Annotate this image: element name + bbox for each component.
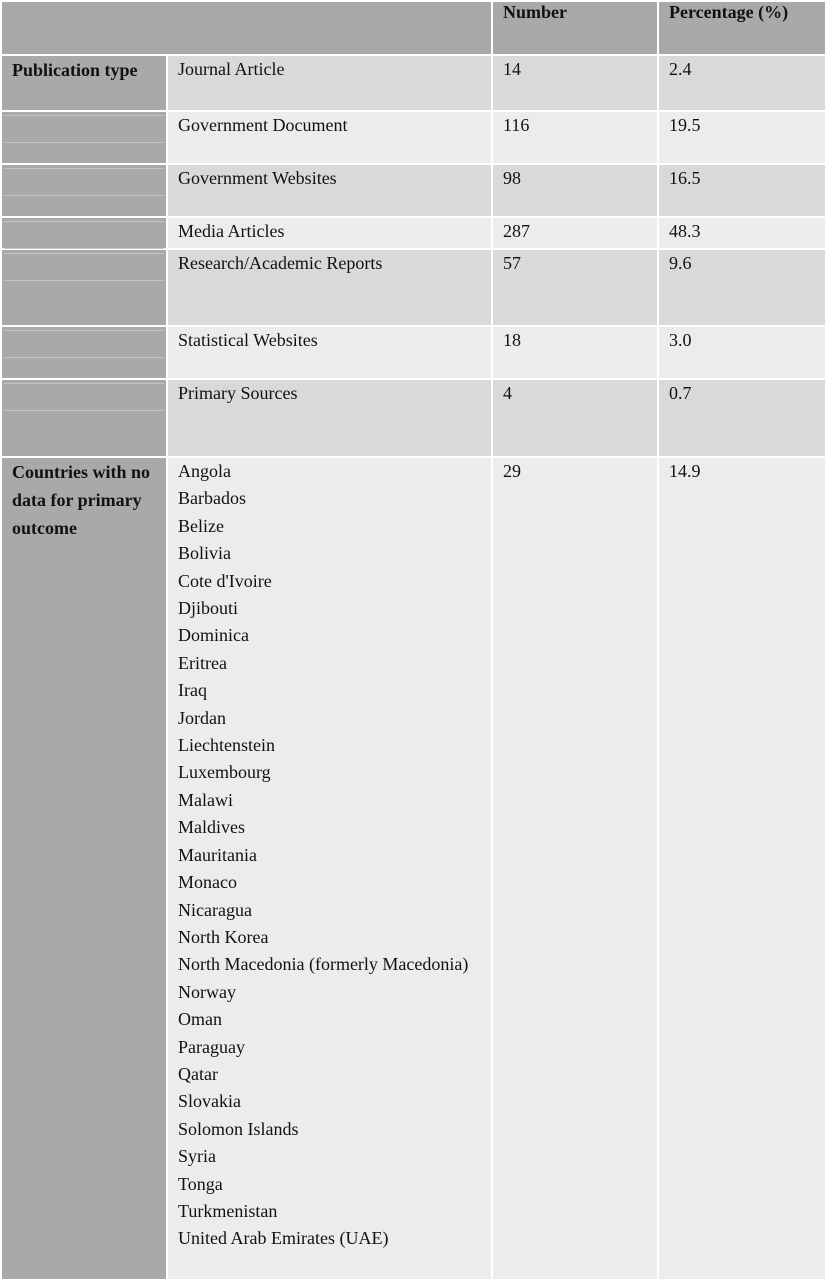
publication-type-cell: Research/Academic Reports	[167, 249, 492, 326]
table-row	[1, 164, 825, 217]
publication-type-cell: Government Document	[167, 111, 492, 164]
country-item: Solomon Islands	[178, 1118, 299, 1139]
country-item: Luxembourg	[178, 762, 271, 783]
country-item: Belize	[178, 515, 224, 536]
percentage-cell: 0.7	[658, 379, 825, 457]
number-cell: 29	[492, 457, 658, 1280]
country-item: Turkmenistan	[178, 1200, 278, 1221]
countries-list	[178, 458, 481, 1253]
country-item: Norway	[178, 981, 236, 1002]
country-item: Tonga	[178, 1173, 223, 1194]
country-item: Monaco	[178, 872, 237, 893]
table-row	[1, 111, 825, 164]
country-item: Eritrea	[178, 652, 227, 673]
country-item: North Macedonia (formerly Macedonia)	[178, 954, 469, 975]
country-item: Syria	[178, 1146, 216, 1167]
section-label-spacer	[1, 326, 167, 379]
table-row	[1, 379, 825, 457]
country-item: Jordan	[178, 707, 226, 728]
percentage-cell: 19.5	[658, 111, 825, 164]
country-item: Slovakia	[178, 1091, 241, 1112]
table-row	[1, 217, 825, 249]
table-row	[1, 55, 825, 111]
country-item: Angola	[178, 461, 231, 481]
section-label-spacer	[1, 217, 167, 249]
section-label-spacer	[1, 111, 167, 164]
publication-type-cell: Primary Sources	[167, 379, 492, 457]
number-cell: 14	[492, 55, 658, 111]
percentage-cell: 48.3	[658, 217, 825, 249]
country-item: Djibouti	[178, 598, 239, 619]
publication-type-cell: Statistical Websites	[167, 326, 492, 379]
section-label-spacer	[1, 164, 167, 217]
country-item: Qatar	[178, 1063, 218, 1084]
country-item: Liechtenstein	[178, 735, 275, 756]
table-header-row	[1, 1, 825, 55]
percentage-cell: 3.0	[658, 326, 825, 379]
table-row	[1, 249, 825, 326]
header-percentage: Percentage (%)	[658, 1, 825, 55]
country-item: United Arab Emirates (UAE)	[178, 1228, 389, 1249]
section-label-spacer	[1, 379, 167, 457]
number-cell: 116	[492, 111, 658, 164]
country-item: Mauritania	[178, 844, 257, 865]
publication-type-cell: Media Articles	[167, 217, 492, 249]
percentage-cell: 14.9	[658, 457, 825, 1280]
country-item: Oman	[178, 1009, 222, 1030]
number-cell: 18	[492, 326, 658, 379]
number-cell: 98	[492, 164, 658, 217]
section-label-countries	[1, 457, 167, 1280]
section-label-spacer	[1, 249, 167, 326]
countries-cell	[167, 457, 492, 1280]
section-label-text: Countries with no data for primary outcome	[12, 462, 151, 538]
country-item: Iraq	[178, 680, 207, 701]
section-label-text: Publication type	[12, 60, 138, 80]
country-item: Barbados	[178, 488, 246, 509]
number-cell: 57	[492, 249, 658, 326]
publication-type-cell: Journal Article	[167, 55, 492, 111]
number-cell: 4	[492, 379, 658, 457]
country-item: Bolivia	[178, 543, 231, 564]
country-item: Maldives	[178, 817, 245, 838]
publication-type-cell: Government Websites	[167, 164, 492, 217]
country-item: Nicaragua	[178, 899, 252, 920]
percentage-cell: 16.5	[658, 164, 825, 217]
country-item: Dominica	[178, 625, 249, 646]
country-item: Paraguay	[178, 1036, 245, 1057]
section-label-publication-type	[1, 55, 167, 111]
table-row	[1, 326, 825, 379]
country-item: Malawi	[178, 789, 233, 810]
header-number: Number	[492, 1, 658, 55]
table-row	[1, 457, 825, 1280]
country-item: Cote d'Ivoire	[178, 570, 272, 591]
country-item: North Korea	[178, 926, 269, 947]
number-cell: 287	[492, 217, 658, 249]
header-empty-cell	[1, 1, 492, 55]
percentage-cell: 2.4	[658, 55, 825, 111]
percentage-cell: 9.6	[658, 249, 825, 326]
